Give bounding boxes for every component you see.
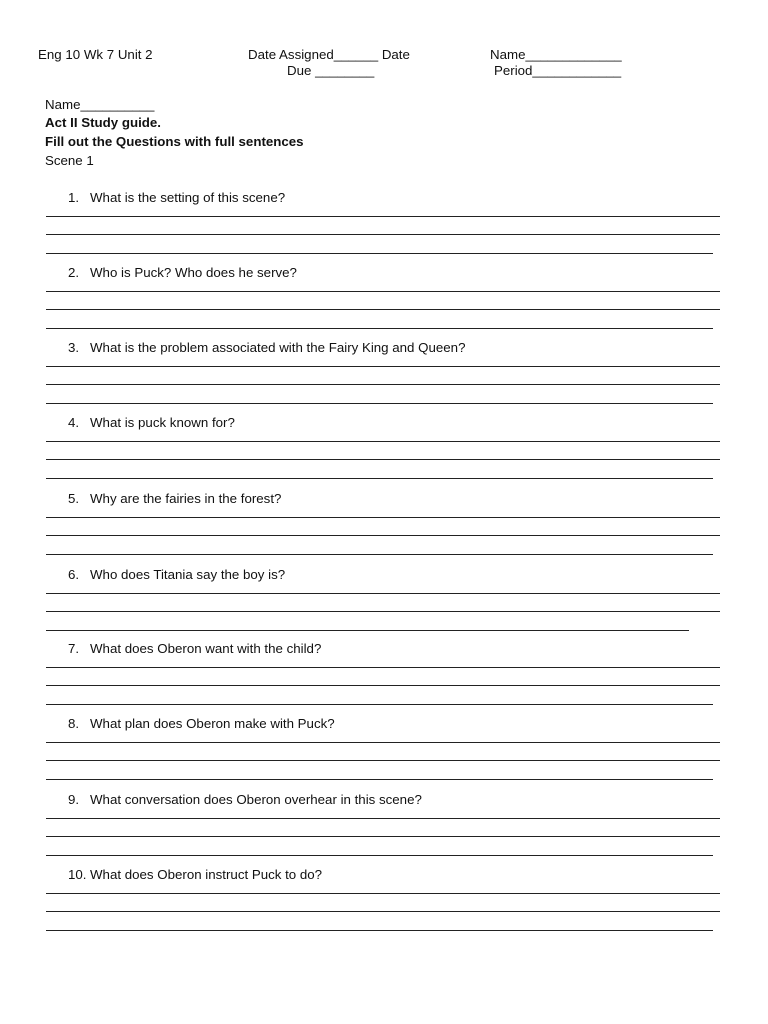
answer-line[interactable] <box>46 441 720 442</box>
answer-line[interactable] <box>46 459 720 460</box>
student-name-label: Name__________ <box>45 97 155 112</box>
question-item <box>0 190 768 265</box>
question-text: What does Oberon instruct Puck to do? <box>90 867 323 882</box>
question-item <box>0 641 768 716</box>
answer-line[interactable] <box>46 836 720 837</box>
question-item <box>0 491 768 566</box>
answer-line[interactable] <box>46 855 713 856</box>
question-prompt <box>68 641 321 657</box>
answer-line[interactable] <box>46 930 713 931</box>
question-number: 8. <box>68 716 80 731</box>
answer-line[interactable] <box>46 216 720 217</box>
answer-line[interactable] <box>46 667 720 668</box>
question-text: What is puck known for? <box>90 415 235 430</box>
answer-line[interactable] <box>46 611 720 612</box>
question-prompt <box>68 265 297 281</box>
answer-line[interactable] <box>46 291 720 292</box>
question-item <box>0 567 768 642</box>
answer-line[interactable] <box>46 478 713 479</box>
question-prompt <box>68 867 322 883</box>
question-text: Who does Titania say the boy is? <box>90 567 286 582</box>
answer-line[interactable] <box>46 403 713 404</box>
date-assigned-label: Date Assigned______ Date <box>248 47 410 62</box>
question-item <box>0 340 768 415</box>
question-text: What plan does Oberon make with Puck? <box>90 716 335 731</box>
question-prompt <box>68 340 465 356</box>
question-prompt <box>68 716 335 732</box>
question-number: 7. <box>68 641 80 656</box>
question-number: 3. <box>68 340 80 355</box>
answer-line[interactable] <box>46 630 689 631</box>
question-prompt <box>68 491 281 507</box>
answer-line[interactable] <box>46 685 720 686</box>
question-text: What is the problem associated with the Fairy King and Queen? <box>90 340 466 355</box>
answer-line[interactable] <box>46 704 713 705</box>
header-name-label: Name_____________ <box>490 47 622 62</box>
date-due-label: Due ________ <box>287 63 375 78</box>
question-text: Who is Puck? Who does he serve? <box>90 265 297 280</box>
question-number: 2. <box>68 265 80 280</box>
course-label: Eng 10 Wk 7 Unit 2 <box>38 47 153 62</box>
answer-line[interactable] <box>46 911 720 912</box>
question-number: 4. <box>68 415 80 430</box>
answer-line[interactable] <box>46 760 720 761</box>
question-item <box>0 265 768 340</box>
question-number: 1. <box>68 190 80 205</box>
question-prompt <box>68 792 422 808</box>
answer-line[interactable] <box>46 554 713 555</box>
question-number: 9. <box>68 792 80 807</box>
instructions-text: Fill out the Questions with full sentences <box>45 134 304 149</box>
answer-line[interactable] <box>46 535 720 536</box>
period-label: Period____________ <box>494 63 622 78</box>
answer-line[interactable] <box>46 818 720 819</box>
answer-line[interactable] <box>46 384 720 385</box>
question-item <box>0 415 768 490</box>
question-prompt <box>68 567 285 583</box>
question-text: What does Oberon want with the child? <box>90 641 322 656</box>
question-item <box>0 792 768 867</box>
question-number: 5. <box>68 491 80 506</box>
question-text: What is the setting of this scene? <box>90 190 286 205</box>
question-number: 6. <box>68 567 80 582</box>
answer-line[interactable] <box>46 779 713 780</box>
scene-heading: Scene 1 <box>45 153 94 168</box>
answer-line[interactable] <box>46 593 720 594</box>
answer-line[interactable] <box>46 517 720 518</box>
question-prompt <box>68 415 235 431</box>
question-prompt <box>68 190 285 206</box>
question-item <box>0 867 768 942</box>
question-text: What conversation does Oberon overhear in this scene? <box>90 792 422 807</box>
answer-line[interactable] <box>46 328 713 329</box>
answer-line[interactable] <box>46 253 713 254</box>
answer-line[interactable] <box>46 234 720 235</box>
answer-line[interactable] <box>46 893 720 894</box>
question-number: 10. <box>68 867 87 882</box>
answer-line[interactable] <box>46 366 720 367</box>
answer-line[interactable] <box>46 309 720 310</box>
study-guide-title: Act II Study guide. <box>45 115 161 130</box>
question-text: Why are the fairies in the forest? <box>90 491 282 506</box>
answer-line[interactable] <box>46 742 720 743</box>
question-item <box>0 716 768 791</box>
